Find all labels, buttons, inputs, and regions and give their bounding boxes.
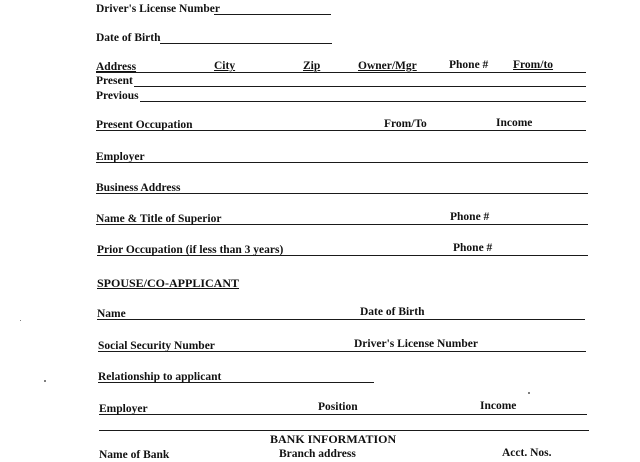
spouse-dob-label: Date of Birth (360, 306, 425, 318)
superior-label: Name & Title of Superior (96, 213, 222, 225)
superior-line[interactable] (96, 224, 588, 225)
bank-name-label: Name of Bank (99, 449, 170, 461)
superior-phone-label: Phone # (450, 211, 490, 223)
zip-column-label: Zip (303, 60, 321, 72)
scan-speck (44, 380, 46, 382)
owner-mgr-column-label: Owner/Mgr (358, 60, 417, 72)
present-occupation-label: Present Occupation (96, 119, 193, 131)
spouse-position-label: Position (318, 401, 358, 413)
from-to-column-label: From/to (513, 59, 554, 71)
present-address-label: Present (96, 75, 133, 87)
spouse-dl-label: Driver's License Number (354, 338, 478, 350)
occupation-income-label: Income (496, 117, 533, 129)
relationship-label: Relationship to applicant (98, 371, 222, 383)
bank-divider-line (99, 430, 589, 431)
acct-nos-label: Acct. Nos. (502, 447, 552, 459)
present-occupation-line[interactable] (96, 130, 586, 131)
spouse-employer-line[interactable] (99, 414, 587, 415)
address-column-label: Address (96, 61, 137, 73)
relationship-line[interactable] (98, 382, 374, 383)
city-column-label: City (214, 60, 236, 72)
prior-occupation-line[interactable] (97, 255, 588, 256)
drivers-license-label: Driver's License Number (96, 3, 220, 15)
branch-address-label: Branch address (279, 448, 356, 460)
bank-section-heading: BANK INFORMATION (270, 432, 397, 446)
spouse-income-label: Income (480, 400, 517, 412)
employer-label: Employer (96, 151, 145, 163)
occupation-from-to-label: From/To (384, 118, 427, 130)
spouse-ssn-label: Social Security Number (98, 340, 215, 352)
present-address-line[interactable] (134, 86, 586, 87)
previous-address-label: Previous (96, 90, 139, 102)
phone-column-label: Phone # (449, 59, 489, 71)
business-address-line[interactable] (96, 193, 588, 194)
spouse-name-label: Name (97, 308, 126, 320)
scan-speck (20, 320, 21, 321)
spouse-ssn-line[interactable] (98, 351, 586, 352)
date-of-birth-line[interactable] (160, 43, 332, 44)
previous-address-line[interactable] (140, 101, 586, 102)
drivers-license-line[interactable] (214, 14, 331, 15)
spouse-name-line[interactable] (97, 319, 585, 320)
employer-line[interactable] (96, 162, 588, 163)
date-of-birth-label: Date of Birth (96, 32, 161, 44)
business-address-label: Business Address (96, 182, 181, 194)
address-header-line (96, 72, 586, 73)
prior-occupation-label: Prior Occupation (if less than 3 years) (97, 244, 284, 256)
spouse-employer-label: Employer (99, 403, 148, 415)
spouse-section-heading: SPOUSE/CO-APPLICANT (97, 276, 240, 290)
prior-phone-label: Phone # (453, 242, 493, 254)
scan-speck (528, 392, 530, 394)
